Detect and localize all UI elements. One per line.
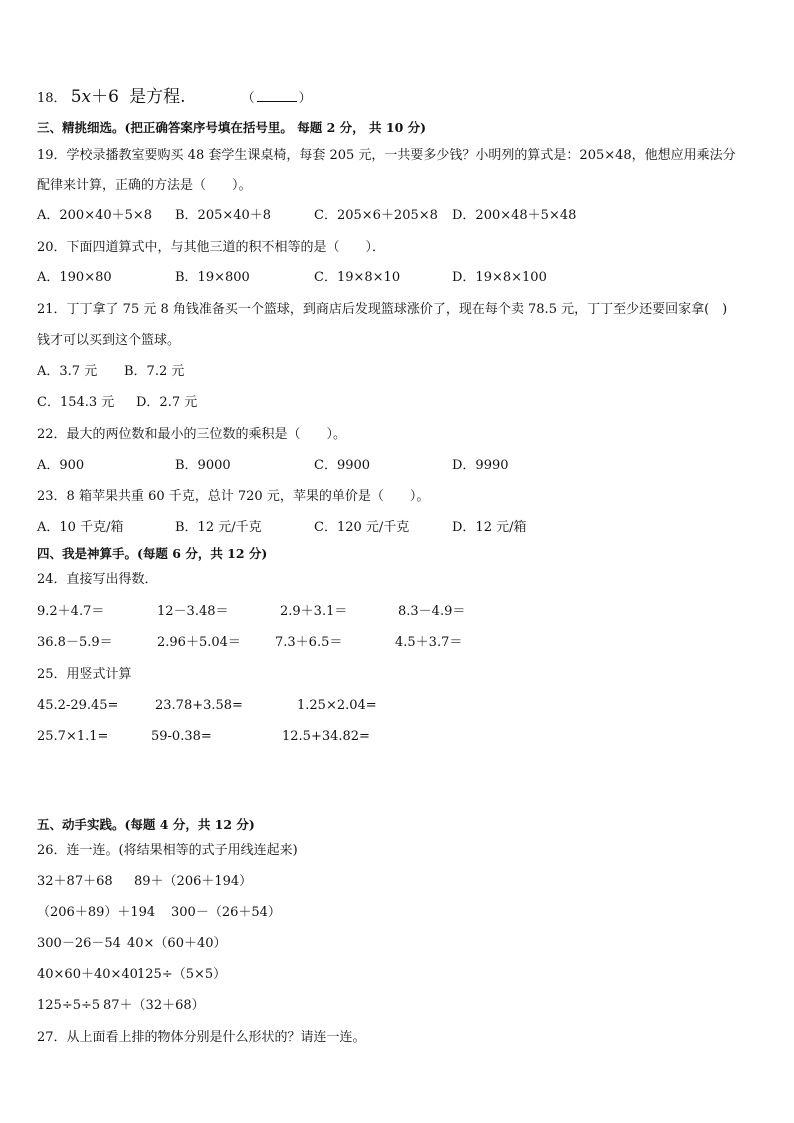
question-20-line1: 20．下面四道算式中，与其他三道的积不相等的是（ ）． xyxy=(37,240,386,255)
calc-item: 4.5＋3.7＝ xyxy=(395,635,463,650)
question-19-options xyxy=(37,207,774,225)
question-21-options-row1 xyxy=(37,363,774,381)
option-c[interactable]: C．154.3 元 xyxy=(37,395,115,410)
calc-item: 2.96＋5.04＝ xyxy=(157,635,241,650)
match-pair xyxy=(37,966,774,984)
question-19-line2: 配律来计算，正确的方法是（ ）。 xyxy=(37,178,252,193)
question-26-title: 26．连一连。(将结果相等的式子用线连起来) xyxy=(37,843,298,858)
option-b[interactable]: B．19×800 xyxy=(175,270,250,285)
option-b[interactable]: B．9000 xyxy=(175,458,231,473)
question-21-line2: 钱才可以买到这个篮球。 xyxy=(37,333,181,348)
question-22-options xyxy=(37,457,774,475)
option-c[interactable]: C．120 元/千克 xyxy=(314,520,410,535)
expression: 5x＋6 xyxy=(70,87,119,107)
match-right[interactable]: 87＋（32＋68） xyxy=(103,998,205,1013)
calc-item: 1.25×2.04= xyxy=(297,698,377,713)
calc-item: 9.2＋4.7＝ xyxy=(37,604,105,619)
calc-item: 59-0.38= xyxy=(151,729,212,744)
option-d[interactable]: D．19×8×100 xyxy=(452,270,547,285)
match-pair xyxy=(37,904,774,922)
question-19-line1: 19．学校录播教室要购买 48 套学生课桌椅，每套 205 元，一共要多少钱？小明列的算式是：205×48，他想应用乘法分 xyxy=(37,148,736,163)
option-b[interactable]: B．12 元/千克 xyxy=(175,520,262,535)
match-right[interactable]: 300－（26＋54） xyxy=(171,905,281,920)
calc-item: 23.78+3.58= xyxy=(155,698,243,713)
calc-item: 2.9＋3.1＝ xyxy=(280,604,348,619)
section-5-heading: 五、动手实践。(每题 4 分，共 12 分) xyxy=(37,817,255,832)
option-a[interactable]: A．10 千克/箱 xyxy=(37,520,124,535)
calc-item: 7.3＋6.5＝ xyxy=(275,635,343,650)
match-right[interactable]: 89＋（206＋194） xyxy=(134,874,253,889)
match-left[interactable]: 32＋87＋68 xyxy=(37,874,113,889)
question-25-title: 25．用竖式计算 xyxy=(37,667,132,682)
option-a[interactable]: A．190×80 xyxy=(37,270,112,285)
option-a[interactable]: A．900 xyxy=(37,458,85,473)
match-left[interactable]: 300－26－54 xyxy=(37,936,121,951)
match-pair xyxy=(37,873,774,891)
question-21-line1: 21．丁丁拿了 75 元 8 角钱准备买一个篮球，到商店后发现篮球涨价了，现在每个卖 78.5 元，丁丁至少还要回家拿( ) xyxy=(37,302,728,317)
question-25-row1 xyxy=(37,697,774,715)
match-pair xyxy=(37,997,774,1015)
question-25-row2 xyxy=(37,728,774,746)
option-a[interactable]: A．3.7 元 xyxy=(37,364,98,379)
question-24-title: 24．直接写出得数． xyxy=(37,572,158,587)
option-d[interactable]: D．2.7 元 xyxy=(136,395,198,410)
option-c[interactable]: C．9900 xyxy=(314,458,371,473)
question-23-options xyxy=(37,519,774,537)
calc-item: 25.7×1.1= xyxy=(37,729,109,744)
option-d[interactable]: D．9990 xyxy=(452,458,509,473)
match-left[interactable]: 125÷5÷5 xyxy=(37,998,101,1013)
option-a[interactable]: A．200×40＋5×8 xyxy=(37,208,153,223)
option-c[interactable]: C．19×8×10 xyxy=(314,270,401,285)
option-b[interactable]: B．205×40＋8 xyxy=(175,208,272,223)
calc-item: 12.5+34.82= xyxy=(282,729,370,744)
option-b[interactable]: B．7.2 元 xyxy=(124,364,185,379)
question-number: 18． xyxy=(37,91,67,106)
question-text: 是方程. xyxy=(129,87,186,107)
option-d[interactable]: D．200×48＋5×48 xyxy=(452,208,577,223)
match-right[interactable]: 40×（60＋40） xyxy=(127,936,227,951)
question-22-line1: 22．最大的两位数和最小的三位数的乘积是（ ）。 xyxy=(37,427,347,442)
calc-item: 45.2-29.45= xyxy=(37,698,119,713)
answer-blank[interactable] xyxy=(257,89,297,102)
calc-item: 36.8－5.9＝ xyxy=(37,635,113,650)
match-pair xyxy=(37,935,774,953)
match-right[interactable]: 125÷（5×5） xyxy=(137,967,227,982)
question-21-options-row2 xyxy=(37,394,774,412)
question-20-options xyxy=(37,269,774,287)
match-left[interactable]: （206＋89）＋194 xyxy=(37,905,156,920)
question-24-row2 xyxy=(37,634,774,652)
answer-paren[interactable]: （ ） xyxy=(241,91,312,106)
match-left[interactable]: 40×60＋40×40 xyxy=(37,967,138,982)
question-23-line1: 23．8 箱苹果共重 60 千克，总计 720 元，苹果的单价是（ ）。 xyxy=(37,489,430,504)
option-d[interactable]: D．12 元/箱 xyxy=(452,520,527,535)
section-4-heading: 四、我是神算手。(每题 6 分，共 12 分) xyxy=(37,546,268,561)
option-c[interactable]: C．205×6＋205×8 xyxy=(314,208,438,223)
question-24-row1 xyxy=(37,603,774,621)
question-18 xyxy=(37,88,312,108)
question-27-title: 27．从上面看上排的物体分别是什么形状的？请连一连。 xyxy=(37,1030,366,1045)
calc-item: 8.3－4.9＝ xyxy=(398,604,466,619)
calc-item: 12－3.48＝ xyxy=(157,604,229,619)
section-3-heading: 三、精挑细选。(把正确答案序号填在括号里。 每题 2 分， 共 10 分) xyxy=(37,120,427,135)
